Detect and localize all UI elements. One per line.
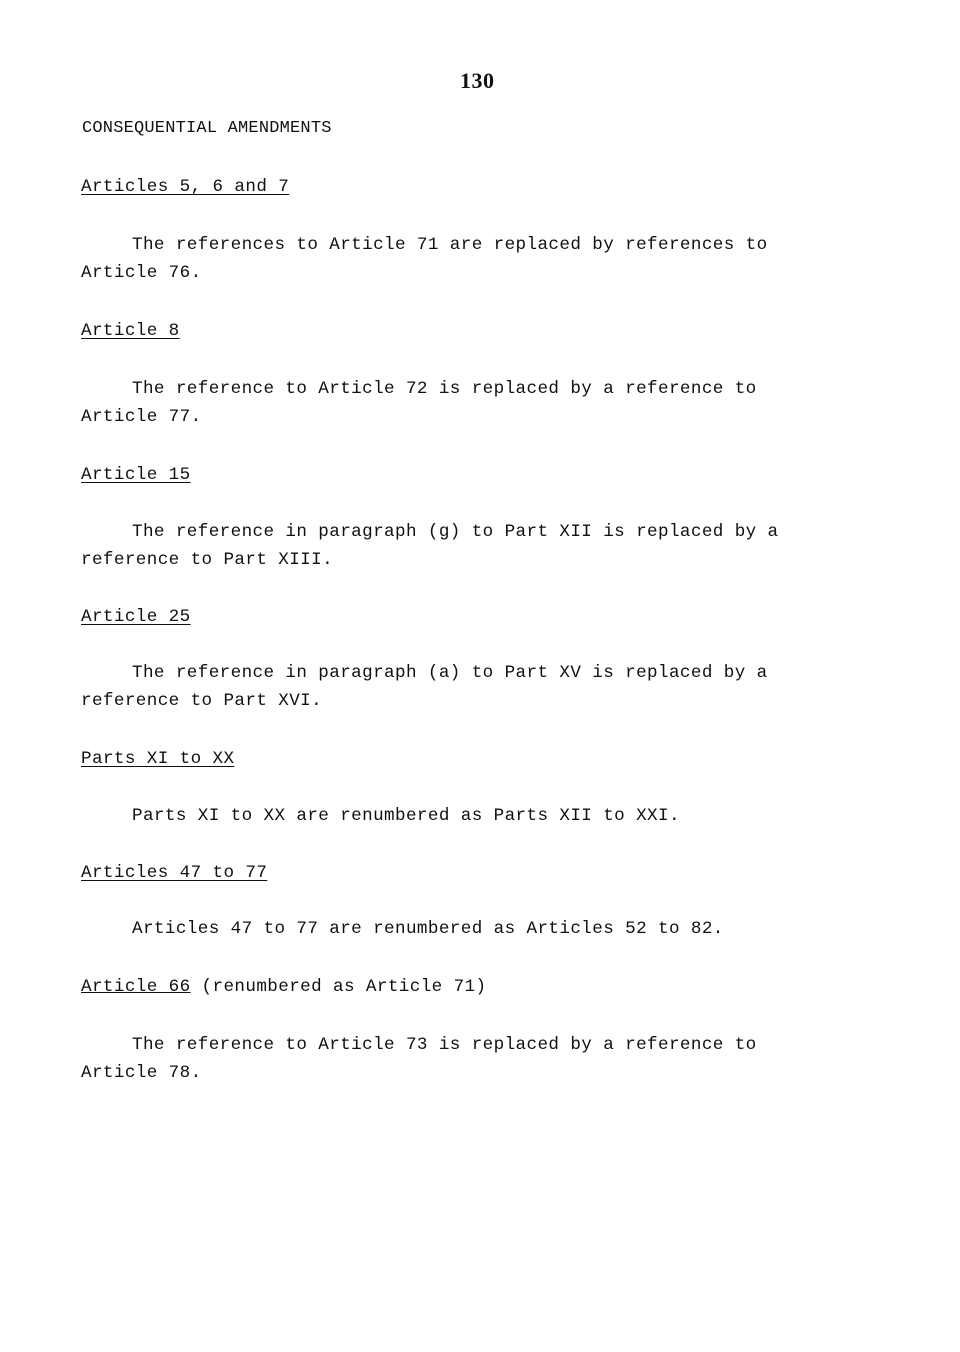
section-text-line: The reference in paragraph (g) to Part XII is replaced by a	[132, 522, 779, 542]
section-text-line: Article 77.	[81, 407, 202, 427]
section-text-line: The reference to Article 73 is replaced by a reference to	[132, 1035, 757, 1055]
section-heading-parts-xi-xx: Parts XI to XX	[81, 749, 235, 769]
section-heading-articles-47-77: Articles 47 to 77	[81, 863, 268, 883]
page-number: 130	[460, 68, 495, 93]
section-heading-article-25: Article 25	[81, 607, 191, 627]
section-text-line: Article 76.	[81, 263, 202, 283]
section-heading-note: (renumbered as Article 71)	[190, 977, 487, 997]
section-text-line: reference to Part XIII.	[81, 550, 334, 570]
section-text-line: Parts XI to XX are renumbered as Parts XII to XXI.	[132, 806, 680, 826]
main-heading: CONSEQUENTIAL AMENDMENTS	[82, 119, 332, 138]
section-text-line: The references to Article 71 are replaced by references to	[132, 235, 768, 255]
section-heading-article-66	[81, 976, 486, 998]
section-text-line: The reference in paragraph (a) to Part XV is replaced by a	[132, 663, 768, 683]
section-heading-articles-5-6-7: Articles 5, 6 and 7	[81, 177, 290, 197]
section-text-line: Article 78.	[81, 1063, 202, 1083]
section-heading-title: Article 66	[81, 977, 191, 997]
section-heading-article-8: Article 8	[81, 321, 180, 341]
section-text-line: The reference to Article 72 is replaced by a reference to	[132, 379, 757, 399]
section-text-line: Articles 47 to 77 are renumbered as Articles 52 to 82.	[132, 919, 724, 939]
section-text-line: reference to Part XVI.	[81, 691, 323, 711]
section-heading-article-15: Article 15	[81, 465, 191, 485]
